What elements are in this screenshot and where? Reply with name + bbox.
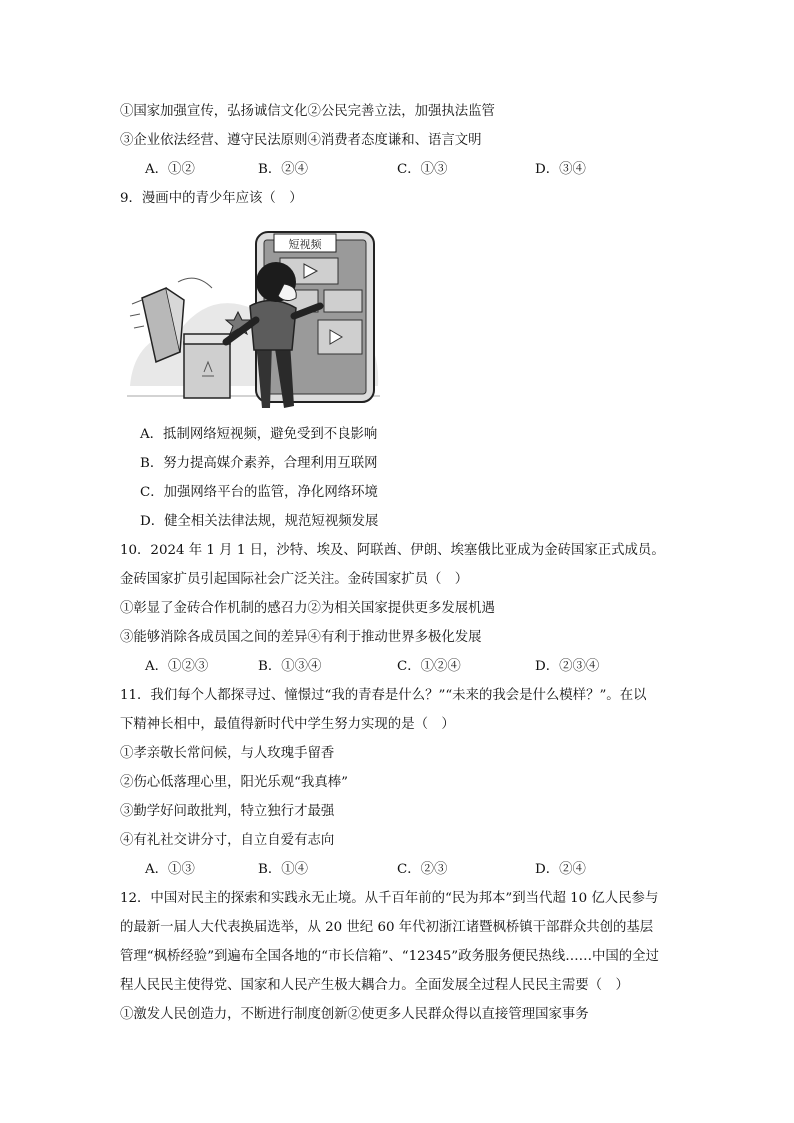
tablet-sign-text: 短视频 <box>288 238 322 251</box>
q11-statement-1: ①孝亲敬长常问候，与人玫瑰手留香 <box>120 746 335 761</box>
q11-statement-4: ④有礼社交讲分寸，自立自爱有志向 <box>120 833 335 848</box>
q10-stem-line-1: 10．2024 年 1 月 1 日，沙特、埃及、阿联酋、伊朗、埃塞俄比亚成为金砖国家正式成员。 <box>120 543 665 558</box>
q8-statement-line-2: ③企业依法经营、遵守民法原则④消费者态度谦和、语言文明 <box>120 133 482 148</box>
q10-options <box>145 657 665 677</box>
standing-book <box>184 342 230 398</box>
q12-statement-line-1: ①激发人民创造力，不断进行制度创新②使更多人民群众得以直接管理国家事务 <box>120 1007 589 1022</box>
boy-body <box>250 300 296 350</box>
q10-statement-line-2: ③能够消除各成员国之间的差异④有利于推动世界多极化发展 <box>120 630 482 645</box>
q11-statement-3: ③勤学好问敢批判，特立独行才最强 <box>120 804 335 819</box>
q9-option-c: C．加强网络平台的监管，净化网络环境 <box>140 485 378 500</box>
q11-option-d: D．②④ <box>535 862 586 877</box>
q8-option-a: A．①② <box>145 162 195 177</box>
video-tile-3 <box>324 290 362 312</box>
q11-statement-2: ②伤心低落理心里，阳光乐观“我真棒” <box>120 775 348 790</box>
q8-options <box>145 160 665 180</box>
q10-option-b: B．①③④ <box>258 659 322 674</box>
q10-statement-line-1: ①彰显了金砖合作机制的感召力②为相关国家提供更多发展机遇 <box>120 601 495 616</box>
q10-option-a: A．①②③ <box>145 659 209 674</box>
q12-stem-line-4: 程人民民主使得党、国家和人民产生极大耦合力。全面发展全过程人民民主需要（ ） <box>120 978 629 993</box>
q8-option-b: B．②④ <box>258 162 309 177</box>
q11-option-c: C．②③ <box>397 862 448 877</box>
q12-stem-line-3: 管理“枫桥经验”到遍布全国各地的“市长信箱”、“12345”政务服务便民热线……中国的全过 <box>120 949 659 964</box>
q8-option-d: D．③④ <box>535 162 586 177</box>
q12-stem-line-2: 的最新一届人大代表换届选举，从 20 世纪 60 年代初浙江诸暨枫桥镇干部群众共创的基层 <box>120 920 654 935</box>
q10-option-d: D．②③④ <box>535 659 600 674</box>
q11-stem-line-2: 下精神长相中，最值得新时代中学生努力实现的是（ ） <box>120 717 455 732</box>
q9-option-d: D．健全相关法律法规，规范短视频发展 <box>140 514 379 529</box>
q9-stem: 9．漫画中的青少年应该（ ） <box>120 191 303 206</box>
cartoon-illustration <box>122 226 384 416</box>
q9-option-a: A．抵制网络短视频，避免受到不良影响 <box>140 427 378 442</box>
q8-statement-line-1: ①国家加强宣传，弘扬诚信文化②公民完善立法，加强执法监管 <box>120 104 495 119</box>
motion-lines <box>130 300 144 328</box>
q9-option-b: B．努力提高媒介素养，合理利用互联网 <box>140 456 378 471</box>
q12-stem-line-1: 12．中国对民主的探索和实践永无止境。从千百年前的“民为邦本”到当代超 10 亿人民参与 <box>120 891 659 906</box>
q10-stem-line-2: 金砖国家扩员引起国际社会广泛关注。金砖国家扩员（ ） <box>120 572 469 587</box>
q11-option-b: B．①④ <box>258 862 309 877</box>
q11-options <box>145 860 665 880</box>
q10-option-c: C．①②④ <box>397 659 461 674</box>
q8-option-c: C．①③ <box>397 162 448 177</box>
q11-stem-line-1: 11．我们每个人都探寻过、憧憬过“我的青春是什么？”“未来的我会是什么模样？”。在以 <box>120 688 647 703</box>
q11-option-a: A．①③ <box>145 862 195 877</box>
toss-arc <box>178 278 212 288</box>
